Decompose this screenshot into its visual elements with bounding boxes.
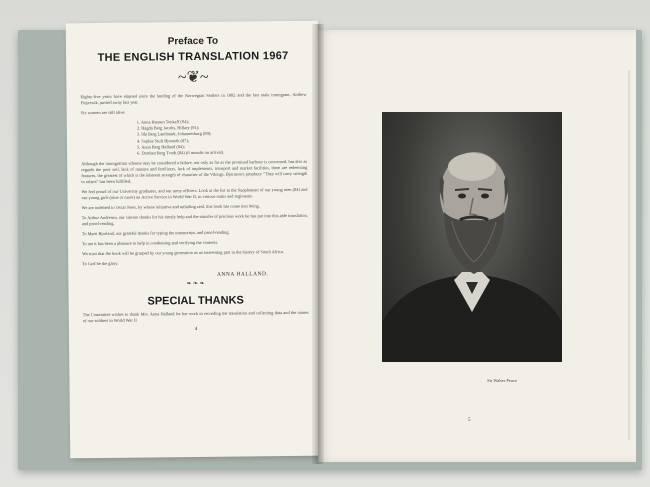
paragraph: To Arthur Andresen, our sincere thanks for his timely help and the transfer of precious work he has put into this able translation, and proof-reading. — [81, 213, 308, 227]
page-number: 4 — [194, 327, 198, 333]
signature: ANNA HALLAND. — [216, 271, 269, 278]
book-gutter — [312, 24, 324, 464]
list-item: 2. Hagda Berg Jacobs, Hillary (91); — [136, 125, 200, 131]
left-page — [66, 21, 323, 459]
right-page — [318, 30, 636, 462]
paragraph: We feel proud of our University graduates, and our army officers. Look at the list in the Supplement of our young men (84) and our young girls (nine or more) on Active Service in World War II, in various ranks and regiments. — [81, 187, 308, 201]
paragraph: To God be the glory. — [82, 261, 119, 267]
paragraph: To me it has been a pleasure to help in condensing and verifying the contents. — [82, 239, 219, 247]
flourish-ornament: ~❦~ — [177, 68, 209, 87]
alive-line: Six women are still alive: — [80, 109, 126, 116]
page-edge — [628, 70, 630, 440]
special-thanks-text: The Committee wishes to thank Mrs. Anna Halland for her work in recording the translation and collecting data and the names of our soldiers in World War II — [82, 310, 309, 324]
paragraph: We are indebted to Oscar Nees, by whose initiative and unfailing zeal, this book has come into being. — [81, 203, 260, 211]
page-number: 5 — [468, 418, 471, 423]
preface-subtitle: THE ENGLISH TRANSLATION 1967 — [97, 50, 289, 64]
preface-content — [80, 35, 309, 334]
photo-caption: Sir Walter Peace — [487, 378, 517, 383]
portrait-photo — [382, 112, 562, 362]
preface-title: Preface To — [167, 35, 219, 48]
list-item: 6. Dorthea Berg Tvedt (84) (6 months on arrival). — [137, 149, 225, 156]
divider-ornament: ❧ ❧ ❧ — [186, 281, 205, 288]
portrait-illustration — [382, 112, 562, 362]
special-thanks-heading: SPECIAL THANKS — [147, 294, 244, 308]
intro-paragraph: Eighty-five years have elapsed since the landing of the Norwegian Settlers in 1882 and the last male immigrant, Andrew Finjerwik, passed away last year. — [80, 91, 307, 106]
paragraph: Although the immigration scheme may be considered a failure, not only as far as the promised harbour is concerned, but also as regards the poor soil, lack of manure and fertilizers, lack of implements, transport and market facilities, there are redeeming features, the greatest of which is the inherent strength of character of the Vikings. Bjornson's prophecy "They will carry strength to others" has been fulfilled. — [81, 159, 308, 185]
list-item: 1. Anna Hausen Tonkelf (94); — [136, 119, 189, 125]
paragraph: We trust that the book will be grasped by our young generation as an interesting part in the history of South Africa. — [82, 249, 284, 257]
list-item: 3. Ida Berg Landmark, Johannesburg (89); — [136, 131, 212, 137]
list-item: 4. Sophie Stuft Bjoraeth (87); — [136, 137, 190, 144]
paragraph: To Marit Bjorland, our grateful thanks for typing the manuscript, and proof-reading. — [81, 229, 230, 237]
survivor-list — [81, 118, 307, 158]
list-item: 5. Anna Berg Halland (84); — [137, 143, 185, 150]
